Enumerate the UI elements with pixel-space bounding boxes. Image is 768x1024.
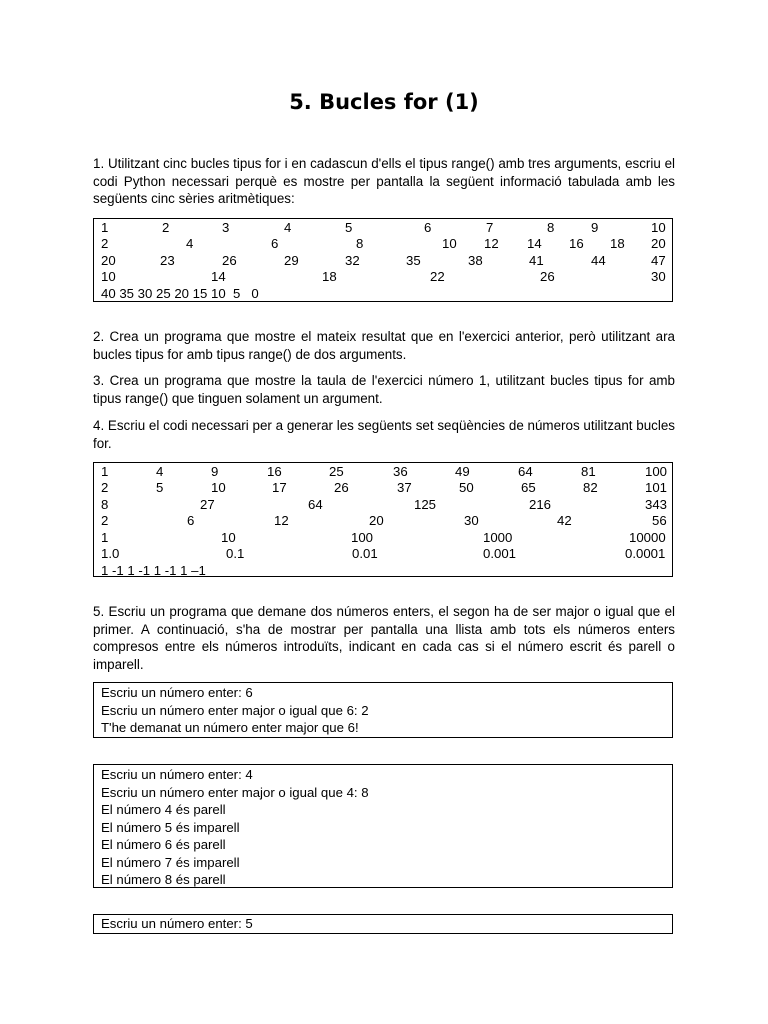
table-cell: 29: [284, 252, 299, 268]
table-row: [94, 480, 672, 497]
table-cell: 10: [221, 529, 236, 545]
table-cell: 30: [464, 513, 479, 528]
table-cell: 0.0001: [625, 546, 666, 561]
table-cell: 65: [521, 480, 536, 495]
table-cell: 16: [267, 463, 282, 479]
table-cell: 82: [583, 480, 598, 495]
table-cell: 16: [569, 236, 584, 251]
table-cell: 100: [351, 529, 374, 545]
table-row: [94, 286, 672, 303]
table-cell: 64: [518, 463, 533, 479]
table-cell: 1: [101, 529, 109, 545]
table-cell: 8: [356, 236, 364, 251]
table-cell: 12: [274, 513, 289, 528]
page-title: 5. Bucles for (1): [289, 90, 479, 114]
table-cell: 8: [101, 496, 109, 512]
table-cell: 32: [345, 252, 360, 268]
console-line: Escriu un número enter: 6: [101, 685, 253, 700]
table-cell: 125: [414, 496, 437, 512]
table-cell: 4: [284, 219, 292, 235]
example-2-box: [93, 764, 673, 888]
table-cell: 27: [200, 496, 215, 512]
table-cell: 10: [651, 219, 666, 235]
table-cell: 35: [406, 252, 421, 268]
console-line: Escriu un número enter major o igual que 6: 2: [101, 702, 369, 718]
exercise-4-text: 4. Escriu el codi necessari per a generar les següents set seqüències de números utilitzant bucles for.: [93, 418, 675, 451]
table-cell: 23: [160, 252, 175, 268]
table-cell: 14: [527, 236, 542, 251]
table-cell: 22: [430, 269, 445, 284]
table-cell: 6: [187, 513, 195, 528]
table-cell: 0.001: [483, 546, 517, 561]
console-line: T'he demanat un número enter major que 6!: [101, 720, 359, 735]
table-cell: 6: [271, 236, 279, 251]
table-cell: 38: [468, 252, 483, 268]
table-cell: 25: [329, 463, 344, 479]
table-row: [94, 236, 672, 253]
table-cell: 1 -1 1 -1 1 -1 1 –1: [101, 562, 206, 578]
table-cell: 10: [211, 480, 226, 495]
table-cell: 4: [186, 236, 194, 251]
table-cell: 9: [211, 463, 219, 479]
table-cell: 41: [529, 252, 544, 268]
table-cell: 8: [547, 219, 555, 235]
table-cell: 26: [540, 269, 555, 284]
table-cell: 216: [529, 496, 552, 512]
console-line: El número 7 és imparell: [101, 854, 240, 870]
table-cell: 14: [211, 269, 226, 284]
table-cell: 0.1: [226, 546, 245, 561]
console-line: Escriu un número enter major o igual que 4: 8: [101, 784, 369, 800]
table-row: [94, 513, 672, 530]
exercise-4-table: [93, 462, 673, 577]
table-row: [94, 563, 672, 580]
table-row: [94, 220, 672, 237]
console-line: Escriu un número enter: 4: [101, 767, 253, 782]
table-cell: 10: [442, 236, 457, 251]
table-cell: 18: [610, 236, 625, 251]
example-1-box: [93, 682, 673, 738]
example-3-box: [93, 914, 673, 934]
table-cell: 64: [308, 496, 323, 512]
table-cell: 20: [369, 513, 384, 528]
table-row: [94, 253, 672, 270]
table-cell: 18: [322, 269, 337, 284]
table-cell: 26: [334, 480, 349, 495]
table-cell: 7: [486, 219, 494, 235]
table-cell: 101: [645, 480, 668, 495]
table-cell: 2: [101, 480, 109, 495]
exercise-2-text: 2. Crea un programa que mostre el mateix resultat que en l'exercici anterior, però utilitzant ara bucles tipus for amb tipus range() de dos arguments.: [93, 329, 675, 362]
table-cell: 343: [645, 496, 668, 512]
table-row: [94, 546, 672, 563]
exercise-5-text: 5. Escriu un programa que demane dos números enters, el segon ha de ser major o igual que el primer. A continuació, s'ha de mostrar per pantalla una llista amb tots els números enters compresos entre els números introduïts, indicant en cada cas si el número escrit és parell o imparell.: [93, 604, 675, 672]
table-cell: 37: [397, 480, 412, 495]
table-cell: 12: [484, 236, 499, 251]
table-cell: 40 35 30 25 20 15 10 5 0: [101, 285, 259, 301]
table-cell: 9: [591, 219, 599, 235]
table-row: [94, 464, 672, 481]
table-cell: 5: [156, 480, 164, 495]
table-cell: 6: [424, 219, 432, 235]
table-cell: 20: [101, 252, 116, 268]
table-cell: 47: [651, 252, 666, 268]
table-cell: 10000: [629, 529, 666, 545]
table-row: [94, 497, 672, 514]
table-cell: 30: [651, 269, 666, 284]
exercise-1-text: 1. Utilitzant cinc bucles tipus for i en cadascun d'ells el tipus range() amb tres arguments, escriu el codi Python necessari perquè es mostre per pantalla la següent informació tabulada amb les següents cinc sèries aritmètiques:: [93, 156, 675, 206]
console-line: Escriu un número enter: 5: [101, 916, 253, 931]
exercise-1-table: [93, 218, 673, 302]
table-cell: 36: [393, 463, 408, 479]
console-line: El número 6 és parell: [101, 837, 226, 852]
table-row: [94, 530, 672, 547]
console-line: El número 5 és imparell: [101, 819, 240, 835]
table-cell: 17: [272, 480, 287, 495]
table-cell: 1000: [483, 529, 513, 545]
table-cell: 44: [591, 252, 606, 268]
table-cell: 3: [222, 219, 230, 235]
table-cell: 1: [101, 219, 109, 235]
table-cell: 26: [222, 252, 237, 268]
table-cell: 50: [459, 480, 474, 495]
console-line: El número 8 és parell: [101, 872, 226, 887]
console-line: El número 4 és parell: [101, 802, 226, 817]
table-cell: 2: [162, 219, 170, 235]
table-cell: 81: [581, 463, 596, 479]
table-cell: 5: [345, 219, 353, 235]
table-cell: 4: [156, 463, 164, 479]
table-cell: 1.0: [101, 546, 120, 561]
table-cell: 2: [101, 513, 109, 528]
table-cell: 10: [101, 269, 116, 284]
table-cell: 100: [645, 463, 668, 479]
table-cell: 42: [557, 513, 572, 528]
table-cell: 20: [651, 236, 666, 251]
table-cell: 2: [101, 236, 109, 251]
table-cell: 56: [652, 513, 667, 528]
table-row: [94, 269, 672, 286]
exercise-3-text: 3. Crea un programa que mostre la taula de l'exercici número 1, utilitzant bucles tipus for amb tipus range() que tinguen solament un argument.: [93, 373, 675, 406]
table-cell: 1: [101, 463, 109, 479]
table-cell: 0.01: [352, 546, 378, 561]
table-cell: 49: [455, 463, 470, 479]
